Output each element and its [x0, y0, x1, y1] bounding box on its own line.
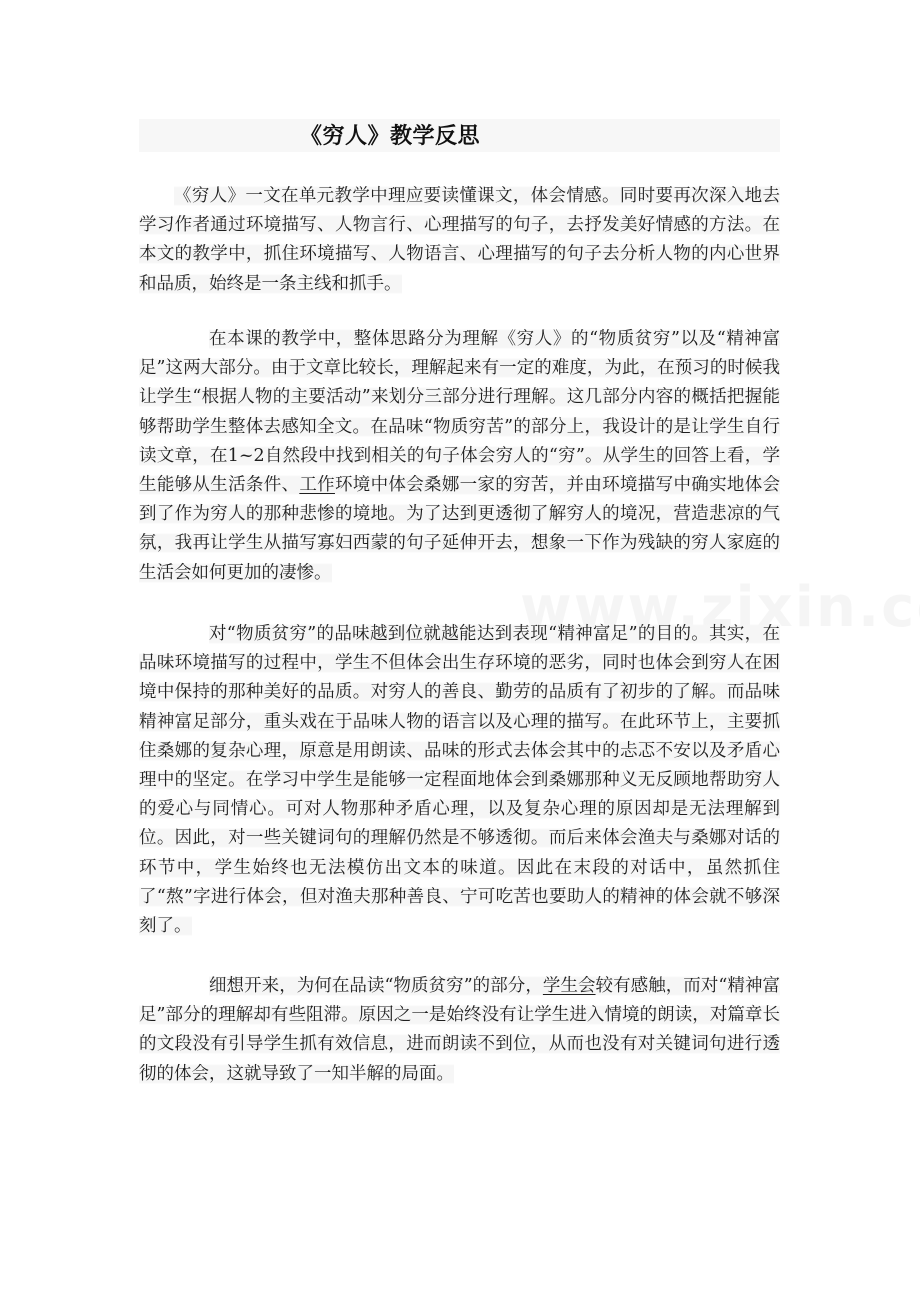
paragraph-2-text [139, 329, 780, 583]
paragraph-2-underlined-word: 工作 [299, 475, 335, 496]
paragraph-4-text [139, 976, 780, 1084]
paragraph-2-part-1: 在本课的教学中，整体思路分为理解《穷人》的“物质贫穷”以及“精神富足”这两大部分。由于文章比较长，理解起来有一定的难度，为此，在预习的时候我让学生“根据人物的主要活动”来划分三部分进行理解。这几部分内容的概括把握能够帮助学生整体去感知全文。在品味“物质穷苦”的部分上，我设计的是让学生自行读文章，在1~2自然段中找到相关的句子体会穷人的“穷”。从学生的回答上看，学生能够从生活条件、 [139, 329, 780, 496]
paragraph-3-text: 对“物质贫穷”的品味越到位就越能达到表现“精神富足”的目的。其实，在品味环境描写的过程中，学生不但体会出生存环境的恶劣，同时也体会到穷人在困境中保持的那种美好的品质。对穷人的善良、勤劳的品质有了初步的了解。而品味精神富足部分，重头戏在于品味人物的语言以及心理的描写。在此环节上，主要抓住桑娜的复杂心理，原意是用朗读、品味的形式去体会其中的忐忑不安以及矛盾心理中的坚定。在学习中学生是能够一定程面地体会到桑娜那种义无反顾地帮助穷人的爱心与同情心。可对人物那种矛盾心理，以及复杂心理的原因却是无法理解到位。因此，对一些关键词句的理解仍然是不够透彻。而后来体会渔夫与桑娜对话的环节中，学生始终也无法模仿出文本的味道。因此在末段的对话中，虽然抓住了“熬”字进行体会，但对渔夫那种善良、宁可吃苦也要助人的精神的体会就不够深刻了。 [139, 624, 780, 937]
paragraph-4-part-2: 较有感触，而对“精神富足”部分的理解却有些阻滞。原因之一是始终没有让学生进入情境的朗读，对篇章长的文段没有引导学生抓有效信息，进而朗读不到位，从而也没有对关键词句进行透彻的体会，这就导致了一知半解的局面。 [139, 976, 780, 1084]
paragraph-4-part-1: 细想开来，为何在品读“物质贫穷”的部分， [209, 976, 543, 996]
paragraph-1-text: 《穷人》一文在单元教学中理应要读懂课文，体会情感。同时要再次深入地去学习作者通过环境描写、人物言行、心理描写的句子，去抒发美好情感的方法。在本文的教学中，抓住环境描写、人物语言、心理描写的句子去分析人物的内心世界和品质，始终是一条主线和抓手。 [139, 186, 780, 294]
paragraph-2 [139, 325, 780, 588]
paragraph-4-underlined-word: 学生会 [542, 976, 596, 996]
paragraph-4 [139, 972, 780, 1089]
paragraph-1 [139, 182, 780, 299]
paragraph-3 [139, 620, 780, 941]
paragraph-2-part-2: 环境中体会桑娜一家的穷苦，并由环境描写中确实地体会到了作为穷人的那种悲惨的境地。为了达到更透彻了解穷人的境况，营造悲凉的气氛，我再让学生从描写寡妇西蒙的句子延伸开去，想象一下作为残缺的穷人家庭的生活会如何更加的凄惨。 [139, 475, 781, 583]
document-title: 《穷人》教学反思 [300, 123, 481, 149]
